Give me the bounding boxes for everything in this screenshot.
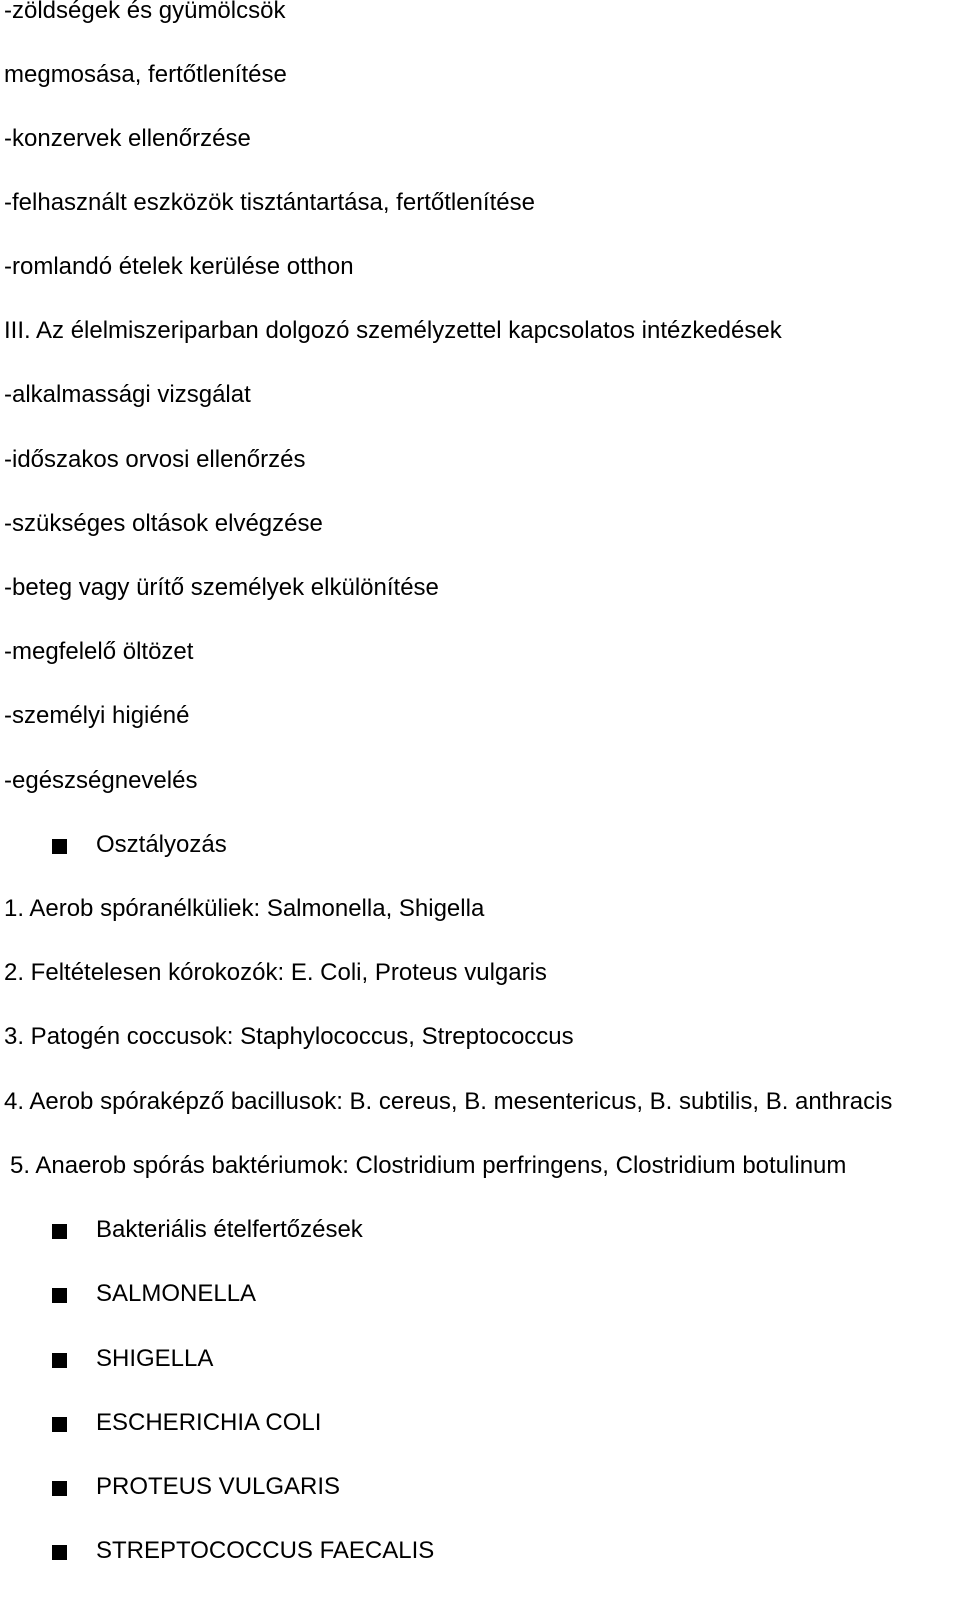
bullet-label: Osztályozás xyxy=(96,831,227,858)
square-bullet-icon xyxy=(52,1288,67,1303)
line: -megfelelő öltözet xyxy=(4,638,194,665)
classification-item: 3. Patogén coccusok: Staphylococcus, Streptococcus xyxy=(4,1023,574,1050)
line: -felhasznált eszközök tisztántartása, fertőtlenítése xyxy=(4,189,535,216)
bullet-label: PROTEUS VULGARIS xyxy=(96,1473,341,1500)
classification-item: 1. Aerob spóranélküliek: Salmonella, Shigella xyxy=(4,895,485,922)
line: -időszakos orvosi ellenőrzés xyxy=(4,446,306,473)
line: -beteg vagy ürítő személyek elkülönítése xyxy=(4,574,439,601)
line: -szükséges oltások elvégzése xyxy=(4,510,323,537)
classification-item: 5. Anaerob spórás baktériumok: Clostridium perfringens, Clostridium botulinum xyxy=(10,1152,847,1179)
line: -romlandó ételek kerülése otthon xyxy=(4,253,354,280)
square-bullet-icon xyxy=(52,1417,67,1432)
line: -konzervek ellenőrzése xyxy=(4,125,251,152)
line: -zöldségek és gyümölcsök xyxy=(4,0,286,24)
square-bullet-icon xyxy=(52,1545,67,1560)
classification-item: 4. Aerob spóraképző bacillusok: B. cereus, B. mesentericus, B. subtilis, B. anthracis xyxy=(4,1088,893,1115)
line: -személyi higiéné xyxy=(4,702,190,729)
bullet-label: SHIGELLA xyxy=(96,1345,214,1372)
square-bullet-icon xyxy=(52,1353,67,1368)
square-bullet-icon xyxy=(52,1481,67,1496)
line: -alkalmassági vizsgálat xyxy=(4,381,251,408)
section-heading-iii: III. Az élelmiszeriparban dolgozó személyzettel kapcsolatos intézkedések xyxy=(4,317,782,344)
bullet-label: SALMONELLA xyxy=(96,1280,257,1307)
square-bullet-icon xyxy=(52,839,67,854)
line: -egészségnevelés xyxy=(4,767,198,794)
bullet-label: ESCHERICHIA COLI xyxy=(96,1409,322,1436)
line: megmosása, fertőtlenítése xyxy=(4,61,287,88)
classification-item: 2. Feltételesen kórokozók: E. Coli, Proteus vulgaris xyxy=(4,959,547,986)
square-bullet-icon xyxy=(52,1224,67,1239)
bullet-label: Bakteriális ételfertőzések xyxy=(96,1216,363,1243)
bullet-label: STREPTOCOCCUS FAECALIS xyxy=(96,1537,435,1564)
